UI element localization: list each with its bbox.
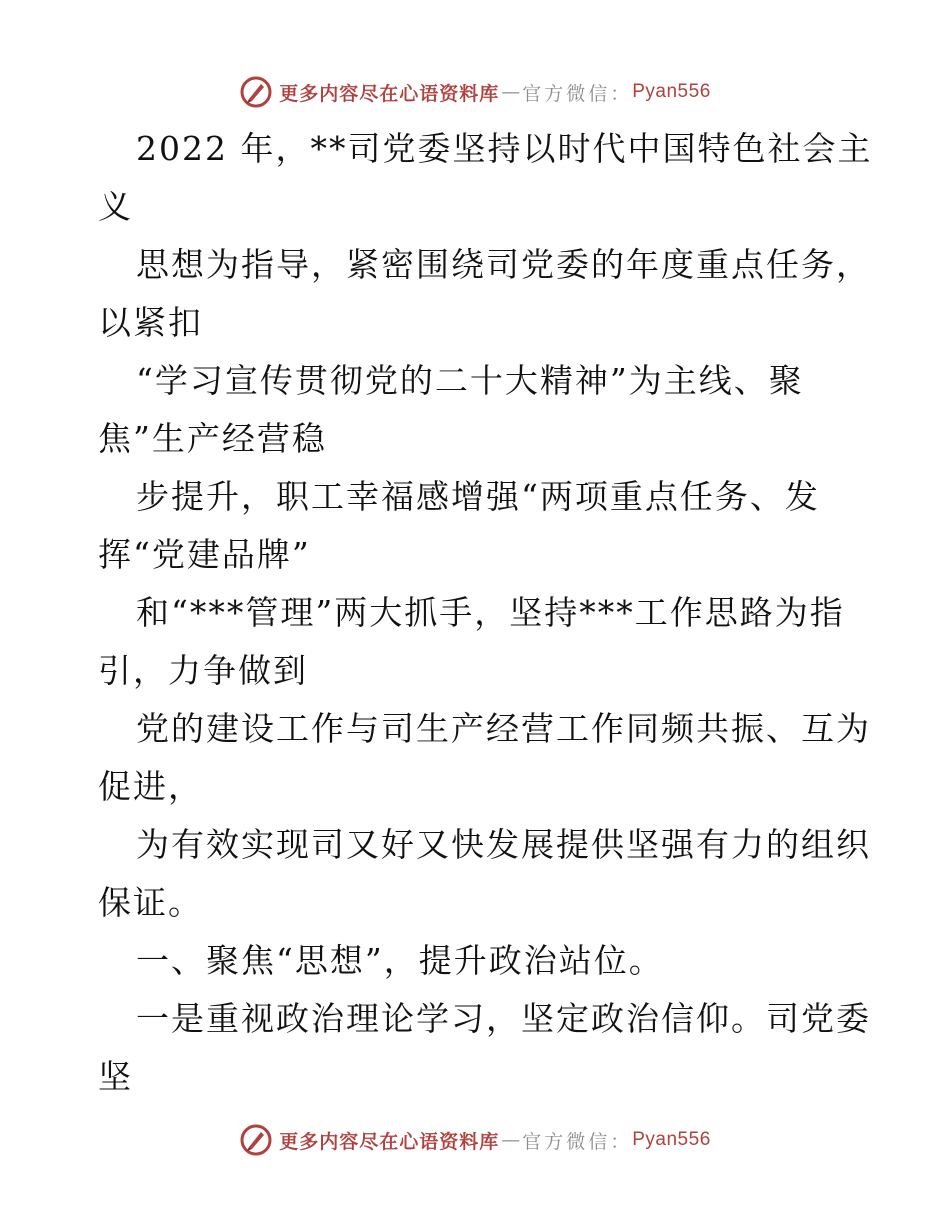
- paragraph-line: 党的建设工作与司生产经营工作同频共振、互为: [136, 709, 871, 748]
- watermark-brand: 更多内容尽在心语资料库: [279, 1130, 500, 1153]
- paragraph-line: 保证。: [98, 883, 203, 922]
- paragraph-line: 一是重视政治理论学习，坚定政治信仰。司党委: [136, 999, 871, 1038]
- watermark-brand: 更多内容尽在心语资料库: [279, 82, 500, 105]
- section-heading: 一、聚焦“思想”，提升政治站位。: [136, 941, 664, 980]
- paragraph-line: 引，力争做到: [98, 651, 308, 690]
- paragraph-line: 焦”生产经营稳: [98, 419, 327, 458]
- footer-watermark: [0, 1120, 950, 1160]
- paragraph-line: 挥“党建品牌”: [98, 535, 311, 574]
- watermark-separator: —: [501, 81, 521, 103]
- pen-logo-icon: [239, 75, 273, 109]
- paragraph-line: 和“***管理”两大抓手，坚持***工作思路为指: [136, 593, 845, 632]
- paragraph-line: 为有效实现司又好又快发展提供坚强有力的组织: [136, 825, 871, 864]
- paragraph-line: 以紧扣: [98, 303, 203, 342]
- paragraph-line: 步提升，职工幸福感增强“两项重点任务、发: [136, 477, 820, 516]
- watermark-wechat-id: Pyan556: [632, 1129, 711, 1150]
- paragraph-line: 2022 年，**司党委坚持以时代中国特色社会主: [136, 129, 873, 168]
- watermark-separator: —: [501, 1129, 521, 1151]
- paragraph-line: 促进，: [98, 767, 203, 806]
- watermark-wechat-id: Pyan556: [632, 81, 711, 102]
- watermark-label: 官方微信：: [522, 82, 633, 105]
- pen-logo-icon: [239, 1123, 273, 1157]
- paragraph-line: 义: [98, 187, 133, 226]
- paragraph-line: “学习宣传贯彻党的二十大精神”为主线、聚: [136, 361, 804, 400]
- header-watermark: [0, 72, 950, 112]
- document-body: [98, 120, 873, 1106]
- paragraph-line: 思想为指导，紧密围绕司党委的年度重点任务，: [136, 245, 871, 284]
- watermark-label: 官方微信：: [522, 1130, 633, 1153]
- paragraph-line: 坚: [98, 1057, 133, 1096]
